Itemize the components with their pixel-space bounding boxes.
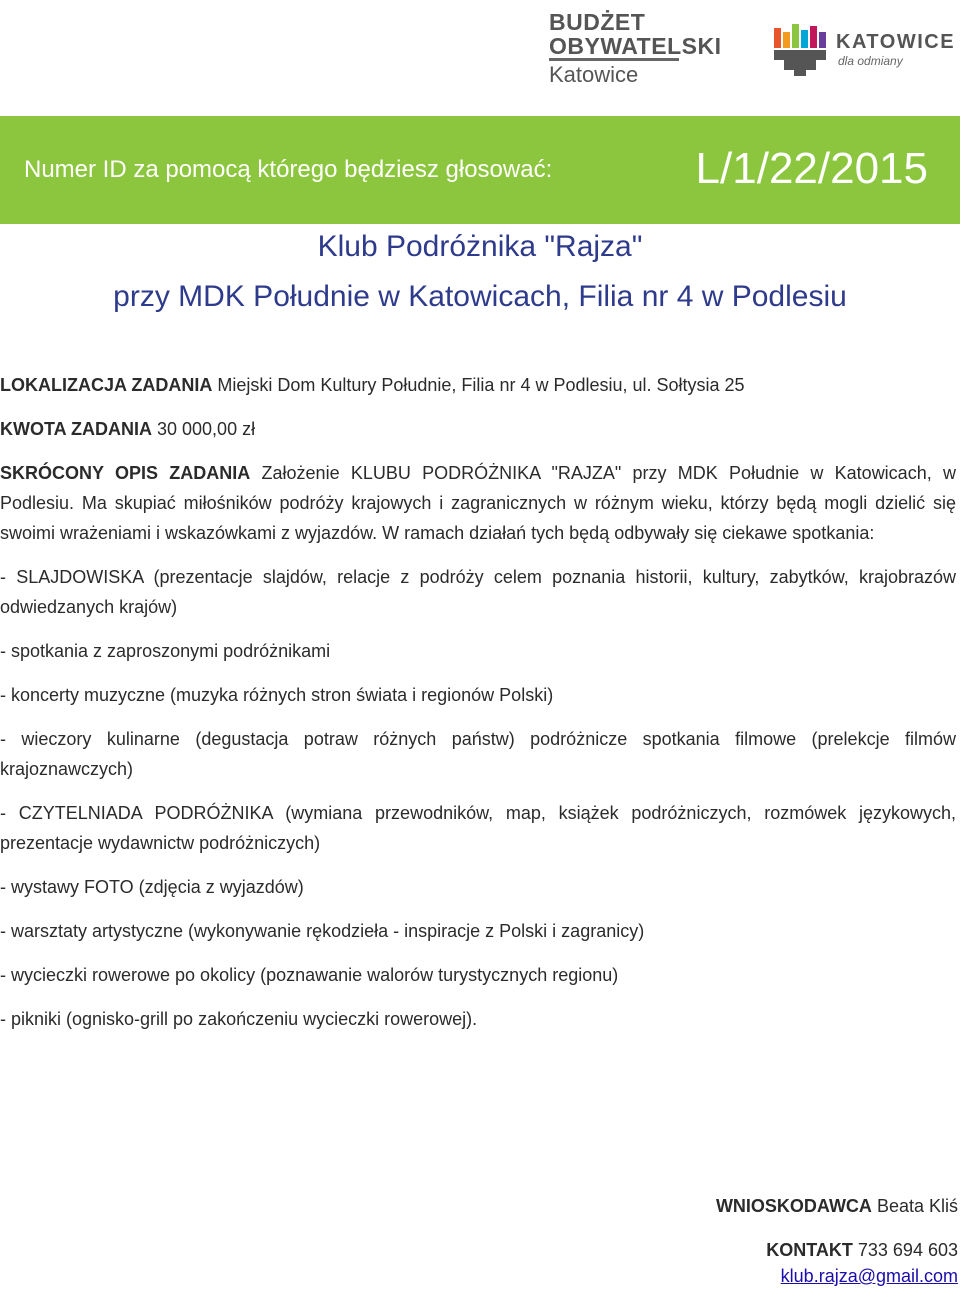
- contact-label: KONTAKT: [766, 1240, 853, 1260]
- contact-block: [558, 1237, 958, 1289]
- katowice-emblem-icon: [772, 20, 832, 78]
- contact-email-link[interactable]: klub.rajza@gmail.com: [780, 1266, 958, 1286]
- vote-id-label: Numer ID za pomocą którego będziesz głosować:: [24, 156, 553, 183]
- list-item: - CZYTELNIADA PODRÓŻNIKA (wymiana przewodników, map, książek podróżniczych, rozmówek językowych, prezentacje wydawnictw podróżniczych): [0, 803, 956, 853]
- list-item: - SLAJDOWISKA (prezentacje slajdów, relacje z podróży celem poznania historii, kultury, zabytków, krajobrazów odwiedzanych krajów): [0, 567, 956, 617]
- applicant-name: Beata Kliś: [876, 1196, 958, 1216]
- project-title: Klub Podróżnika "Rajza": [317, 230, 643, 263]
- location-value: Miejski Dom Kultury Południe, Filia nr 4 w Podlesiu, ul. Sołtysia 25: [217, 375, 745, 395]
- list-item: - pikniki (ognisko-grill po zakończeniu wycieczki rowerowej).: [0, 1009, 478, 1029]
- katowice-slogan: dla odmiany: [838, 54, 903, 68]
- location-label: LOKALIZACJA ZADANIA: [0, 375, 213, 395]
- logo-line-3: Katowice: [549, 58, 679, 88]
- logo-line-1: BUDŻET: [549, 9, 646, 35]
- list-item: - warsztaty artystyczne (wykonywanie rękodzieła - inspiracje z Polski i zagranicy): [0, 921, 645, 941]
- contact-phone-row: [558, 1237, 958, 1263]
- list-item: - spotkania z zaproszonymi podróżnikami: [0, 641, 331, 661]
- description-row: [0, 458, 956, 548]
- applicant-label: WNIOSKODAWCA: [715, 1196, 872, 1216]
- katowice-wordmark: KATOWICE: [836, 31, 956, 53]
- logo-line-2: OBYWATELSKI: [549, 33, 722, 59]
- project-body: [0, 370, 956, 1034]
- list-item: - wystawy FOTO (zdjęcia z wyjazdów): [0, 877, 304, 897]
- applicant-row: [558, 1193, 958, 1219]
- vote-id-banner: [0, 116, 960, 224]
- list-item: - koncerty muzyczne (muzyka różnych stron świata i regionów Polski): [0, 685, 554, 705]
- amount-value: 30 000,00 zł: [157, 419, 256, 439]
- project-subtitle: przy MDK Południe w Katowicach, Filia nr 4 w Podlesiu: [113, 280, 847, 313]
- description-text: Założenie KLUBU PODRÓŻNIKA "RAJZA" przy MDK Południe w Katowicach, w Podlesiu. Ma skupiać miłośników podróży krajowych i zagranicznych w różnym wieku, którzy będą mogli dzielić się swoimi wrażeniami i wskazówkami z wyjazdów. W ramach działań tych będą odbywały się ciekawe spotkania:: [0, 463, 956, 543]
- vote-id-value: L/1/22/2015: [695, 144, 928, 193]
- list-item: - wieczory kulinarne (degustacja potraw różnych państw) podróżnicze spotkania filmowe (prelekcje filmów krajoznawczych): [0, 729, 956, 779]
- amount-row: [0, 414, 956, 444]
- katowice-logo: [772, 20, 958, 80]
- contact-phone: 733 694 603: [857, 1240, 958, 1260]
- list-item: - wycieczki rowerowe po okolicy (poznawanie walorów turystycznych regionu): [0, 965, 619, 985]
- budzet-obywatelski-logo: [549, 9, 722, 90]
- location-row: [0, 370, 956, 400]
- description-label: SKRÓCONY OPIS ZADANIA: [0, 463, 251, 483]
- amount-label: KWOTA ZADANIA: [0, 419, 152, 439]
